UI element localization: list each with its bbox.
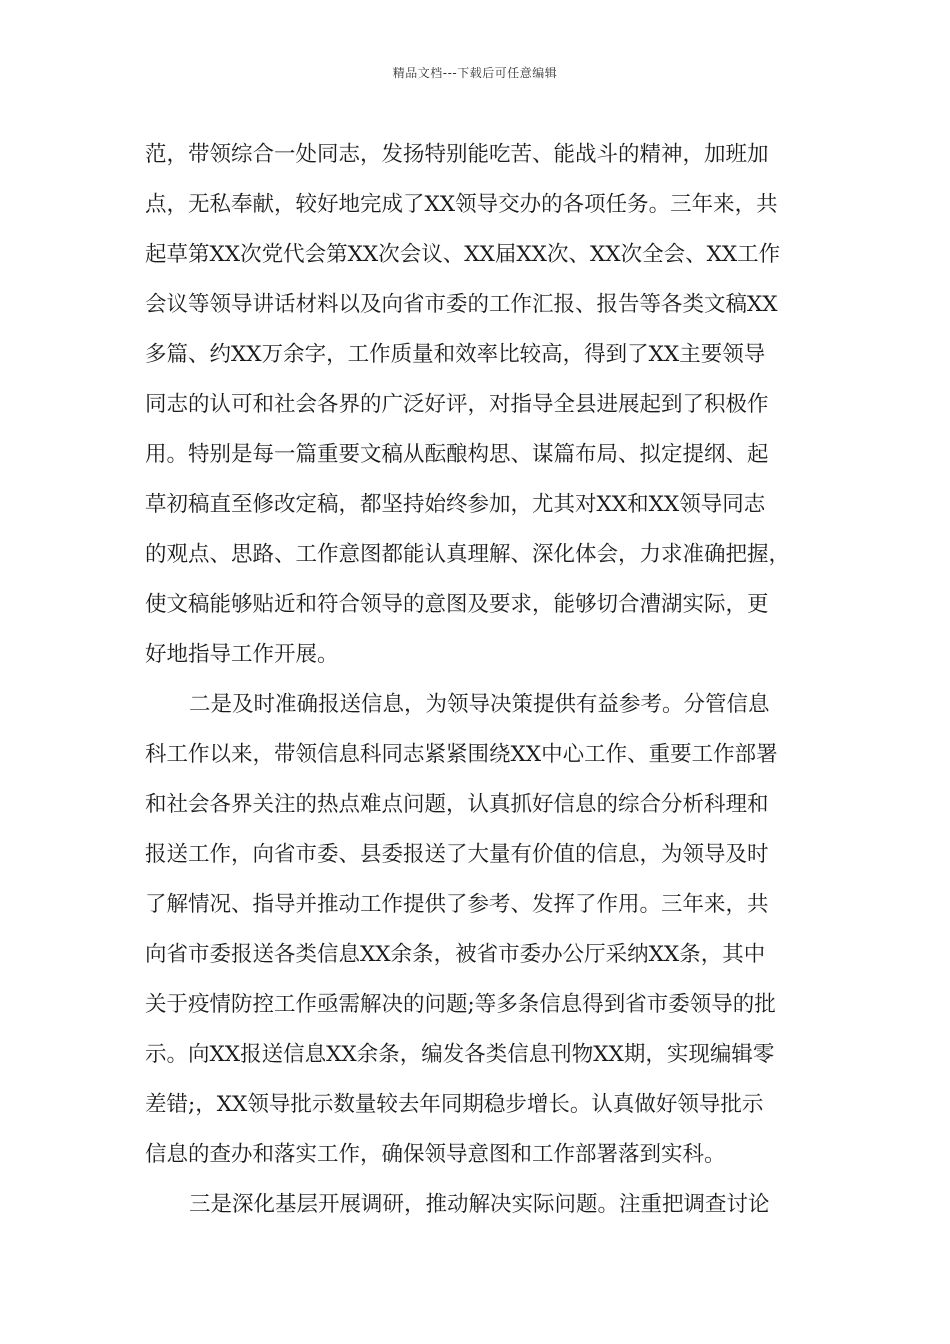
text-line: 用。特别是每一篇重要文稿从酝酿构思、谋篇布局、拟定提纲、起: [145, 442, 769, 467]
document-body: [145, 130, 825, 1230]
text-line: 科工作以来，带领信息科同志紧紧围绕XX中心工作、重要工作部署: [145, 742, 778, 767]
text-line: 向省市委报送各类信息XX余条，被省市委办公厅采纳XX条，其中: [145, 942, 766, 967]
text-line: 和社会各界关注的热点难点问题，认真抓好信息的综合分析科理和: [145, 792, 769, 817]
text-line: 使文稿能够贴近和符合领导的意图及要求，能够切合漕湖实际，更: [145, 592, 769, 617]
text-line: 起草第XX次党代会第XX次会议、XX届XX次、XX次全会、XX工作: [145, 242, 781, 267]
text-line: 好地指导工作开展。: [145, 642, 339, 667]
text-line: 范，带领综合一处同志，发扬特别能吃苦、能战斗的精神，加班加: [145, 142, 769, 167]
text-line: 点，无私奉献，较好地完成了XX领导交办的各项任务。三年来，共: [145, 192, 778, 217]
text-line: 关于疫情防控工作亟需解决的问题;等多条信息得到省市委领导的批: [145, 992, 776, 1017]
text-line: 信息的查办和落实工作，确保领导意图和工作部署落到实科。: [145, 1142, 726, 1167]
page-header: 精品文档---下载后可任意编辑: [392, 66, 558, 80]
text-line: 报送工作，向省市委、县委报送了大量有价值的信息，为领导及时: [145, 842, 769, 867]
text-line: 差错;，XX领导批示数量较去年同期稳步增长。认真做好领导批示: [145, 1092, 764, 1117]
text-line: 示。向XX报送信息XX余条，编发各类信息刊物XX期，实现编辑零: [145, 1042, 775, 1067]
text-line: 三是深化基层开展调研，推动解决实际问题。注重把调查讨论: [189, 1192, 770, 1217]
text-line: 草初稿直至修改定稿，都坚持始终参加，尤其对XX和XX领导同志: [145, 492, 766, 517]
text-line: 了解情况、指导并推动工作提供了参考、发挥了作用。三年来，共: [145, 892, 769, 917]
text-line: 的观点、思路、工作意图都能认真理解、深化体会，力求准确把握，: [145, 542, 791, 567]
text-line: 二是及时准确报送信息，为领导决策提供有益参考。分管信息: [189, 692, 770, 717]
text-line: 会议等领导讲话材料以及向省市委的工作汇报、报告等各类文稿XX: [145, 292, 778, 317]
text-line: 多篇、约XX万余字，工作质量和效率比较高，得到了XX主要领导: [145, 342, 766, 367]
text-line: 同志的认可和社会各界的广泛好评，对指导全县进展起到了积极作: [145, 392, 769, 417]
